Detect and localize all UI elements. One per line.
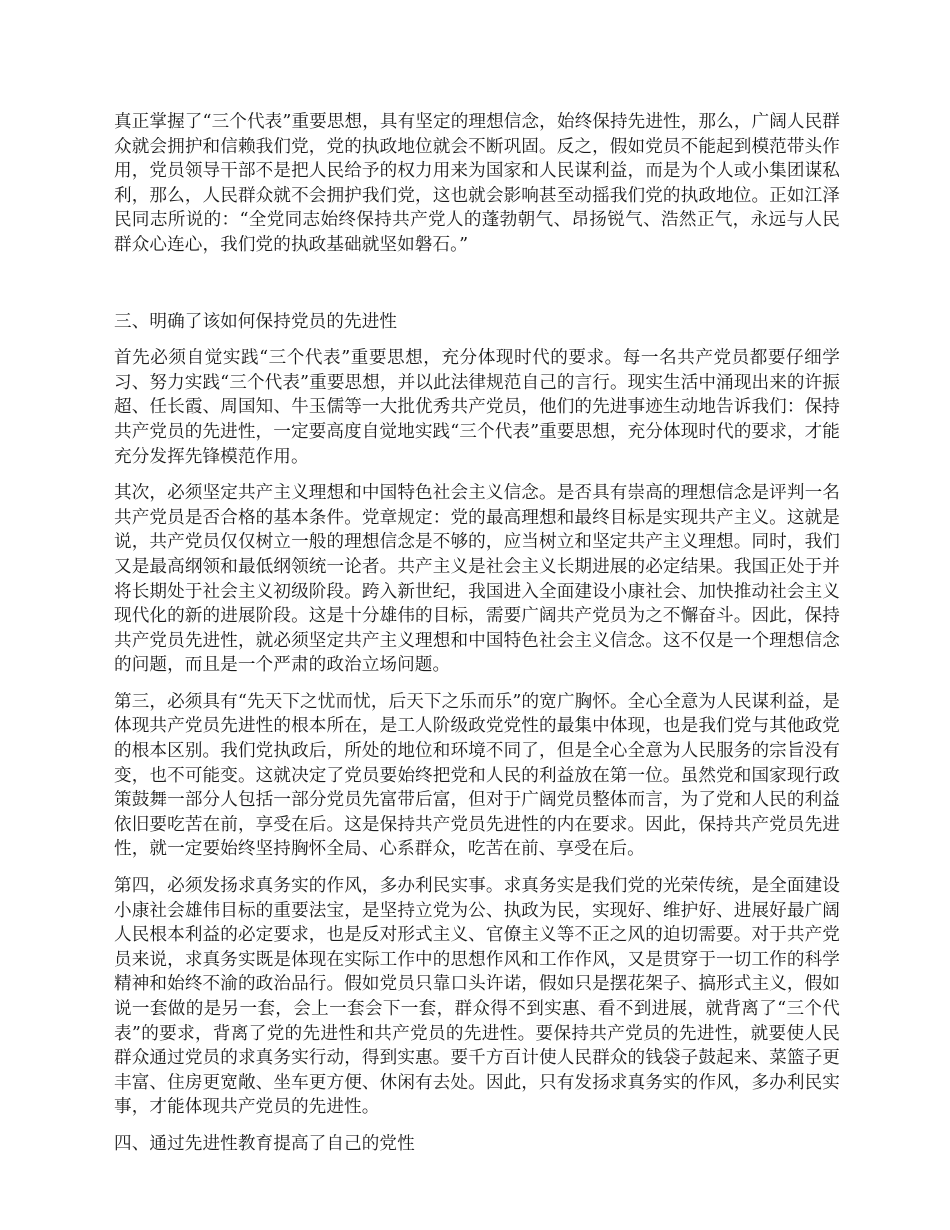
section-heading-4: 四、通过先进性教育提高了自己的党性 [114, 1133, 415, 1154]
document-page [114, 110, 840, 1157]
section-heading-3: 三、明确了该如何保持党员的先进性 [114, 311, 398, 332]
paragraph-intro: 真正掌握了“三个代表”重要思想，具有坚定的理想信念，始终保持先进性，那么，广阔人民群众就会拥护和信赖我们党，党的执政地位就会不断巩固。反之，假如党员不能起到模范带头作用，党员领导干部不是把人民给予的权力用来为国家和人民谋利益，而是为个人或小集团谋私利，那么，人民群众就不会拥护我们党，这也就会影响甚至动摇我们党的执政地位。正如江泽民同志所说的：“全党同志始终保持共产党人的蓬勃朝气、昂扬锐气、浩然正气，永远与人民群众心连心，我们党的执政基础就坚如磐石。” [114, 112, 840, 255]
paragraph-second: 其次，必须坚定共产主义理想和中国特色社会主义信念。是否具有崇高的理想信念是评判一名共产党员是否合格的基本条件。党章规定：党的最高理想和最终目标是实现共产主义。这就是说，共产党员仅仅树立一般的理想信念是不够的，应当树立和坚定共产主义理想。同时，我们又是最高纲领和最低纲领统一论者。共产主义是社会主义长期进展的必定结果。我国正处于并将长期处于社会主义初级阶段。跨入新世纪，我国进入全面建设小康社会、加快推动社会主义现代化的新的进展阶段。这是十分雄伟的目标，需要广阔共产党员为之不懈奋斗。因此，保持共产党员先进性，就必须坚定共产主义理想和中国特色社会主义信念。这不仅是一个理想信念的问题，而且是一个严肃的政治立场问题。 [114, 483, 840, 676]
paragraph-fourth: 第四，必须发扬求真务实的作风，多办利民实事。求真务实是我们党的光荣传统，是全面建设小康社会雄伟目标的重要法宝，是坚持立党为公、执政为民，实现好、维护好、进展好最广阔人民根本利益的必定要求，也是反对形式主义、官僚主义等不正之风的迫切需要。对于共产党员来说，求真务实既是体现在实际工作中的思想作风和工作作风，又是贯穿于一切工作的科学精神和始终不渝的政治品行。假如党员只靠口头许诺，假如只是摆花架子、搞形式主义，假如说一套做的是另一套，会上一套会下一套，群众得不到实惠、看不到进展，就背离了“三个代表”的要求，背离了党的先进性和共产党员的先进性。要保持共产党员的先进性，就要使人民群众通过党员的求真务实行动，得到实惠。要千方百计使人民群众的钱袋子鼓起来、菜篮子更丰富、住房更宽敞、坐车更方便、休闲有去处。因此，只有发扬求真务实的作风，多办利民实事，才能体现共产党员的先进性。 [114, 876, 840, 1118]
paragraph-third: 第三，必须具有“先天下之忧而忧，后天下之乐而乐”的宽广胸怀。全心全意为人民谋利益，是体现共产党员先进性的根本所在，是工人阶级政党党性的最集中体现，也是我们党与其他政党的根本区别。我们党执政后，所处的地位和环境不同了，但是全心全意为人民服务的宗旨没有变，也不可能变。这就决定了党员要始终把党和人民的利益放在第一位。虽然党和国家现行政策鼓舞一部分人包括一部分党员先富带后富，但对于广阔党员整体而言，为了党和人民的利益依旧要吃苦在前，享受在后。这是保持共产党员先进性的内在要求。因此，保持共产党员先进性，就一定要始终坚持胸怀全局、心系群众，吃苦在前、享受在后。 [114, 691, 840, 860]
paragraph-first: 首先必须自觉实践“三个代表”重要思想，充分体现时代的要求。每一名共产党员都要仔细学习、努力实践“三个代表”重要思想，并以此法律规范自己的言行。现实生活中涌现出来的许振超、任长霞、周国知、牛玉儒等一大批优秀共产党员，他们的先进事迹生动地告诉我们：保持共产党员的先进性，一定要高度自觉地实践“三个代表”重要思想，充分体现时代的要求，才能充分发挥先锋模范作用。 [114, 348, 840, 467]
